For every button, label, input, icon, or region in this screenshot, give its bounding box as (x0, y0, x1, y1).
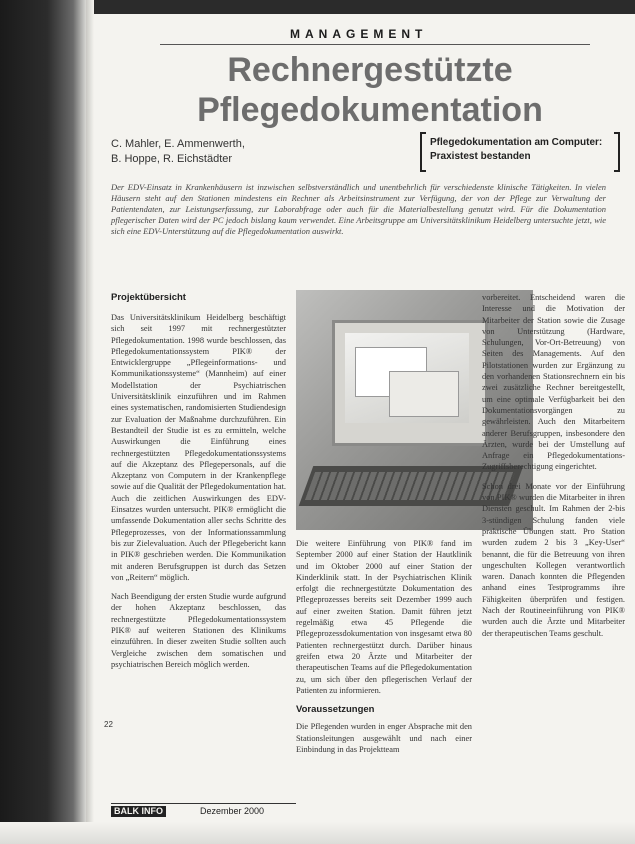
column-1-paragraph-2: Nach Beendigung der ersten Studie wurde aufgrund der hohen Akzeptanz beschlossen, das rechnergestützte Pflegedokumentationssystem PIK® auf weiteren Stationen des Klinikums einzuführen. In dieser zweiten Studie sollten auch Vergleiche zwischen dem somatischen und psychiatrischen Bereich möglich werden. (111, 592, 286, 669)
section-rule (160, 44, 590, 45)
screen-illustration (345, 333, 469, 423)
top-edge-shadow (0, 0, 635, 14)
article-intro: Der EDV-Einsatz in Krankenhäusern ist inzwischen selbstverständlich und unentbehrlich für verschiedenste klinische Tätigkeiten. In vielen Häusern steht auf den Stationen mindestens ein Rechner als Arbeitsinstrument zur Verfügung, der von der Pflege zur Verwaltung der Patientendaten, zur Leistungserfassung, zur Laborabfrage oder auch für die Materialbestellung genutzt wird. Für die Dokumentation pflegerischer Daten wird der PC jedoch bislang kaum verwendet. Eine Arbeitsgruppe am Universitätsklinikum Heidelberg untersuchte jetzt, wie sich eine EDV-Unterstützung auf die Pflegedokumentation auswirkt. (111, 182, 606, 236)
bottom-shadow (0, 822, 635, 844)
column-3-paragraph-1: vorbereitet. Entscheidend waren die Interesse und die Motivation der Mitarbeiter der Station sowie die Zusage von Unterstützung (Hardware, Schulungen, Vor-Ort-Betreuung) von Seiten des Managements. Auf den Pilotstationen wurden zur Ergänzung zu den vorhandenen Stationsrechnern ein bis zwei zusätzliche Rechner bereitgestellt, um eine optimale Verfügbarkeit bei den Dokumentationsvorgängen zu gewährleisten. Auch den Mitarbeitern anderer Berufsgruppen, insbesondere den Ärzten, wurde bei der Umstellung auf Anfrage ein Pflegedokumentations-Zugriffsberechtigung eingerichtet. (482, 293, 625, 472)
kicker-box (420, 132, 620, 170)
book-binding (0, 0, 86, 844)
monitor-illustration (332, 320, 488, 446)
section-heading-overview: Projektübersicht (111, 292, 186, 303)
bracket-right (614, 132, 620, 172)
authors-line-1: C. Mahler, E. Ammenwerth, (111, 138, 245, 150)
section-label: MANAGEMENT (290, 27, 428, 41)
screen-window-2 (389, 371, 459, 417)
column-1 (111, 312, 286, 678)
kicker-line-1: Pflegedokumentation am Computer: (430, 137, 603, 148)
footer-rule (111, 803, 296, 804)
column-2-paragraph-2: Die Pflegenden wurden in enger Absprache mit den Stationsleitungen ausgewählt und nach einer Einbindung in das Projektteam (296, 722, 472, 755)
column-1-paragraph-1: Das Universitätsklinikum Heidelberg beschäftigt sich seit 1997 mit rechnergestützter Pflegedokumentation. 1998 wurde beschlossen, das Pflegedokumentationssystem PIK® der Entwicklergruppe „Pflegeinformations- und Kommunikationssysteme“ (Mannheim) auf einer Modellstation der Psychiatrischen Universitätsklinik einzuführen und im Rahmen eines systematischen, randomisierten Studiendesign zur Evaluation der Maßnahme durchzuführen. Ein Bestandteil der Studie ist es zu ermitteln, welche Auswirkungen die Einführung eines rechnergestützten Pflegedokumentationssystems auf die Akzeptanz des Pflegepersonals, auf die Akzeptanz von Computern in der Krankenpflege sowie auf die Qualität der Pflegedokumentation hat. Auch die zeitlichen Auswirkungen des EDV-Einsatzes wurden untersucht. PIK® ermöglicht die umfassende Dokumentation aller sechs Schritte des Pflegeprozesses, von der Informationssammlung bis zur Zielevaluation. Auch der Pflegebericht kann in PIK® geschrieben werden. Die Kommunikation mit anderen Berufsgruppen ist durch das Setzen von „Reitern“ möglich. (111, 313, 286, 582)
article-title: Rechnergestützte Pflegedokumentation (197, 51, 543, 129)
footer-date: Dezember 2000 (200, 806, 265, 816)
author-list (111, 137, 245, 167)
column-3-paragraph-2: Schon drei Monate vor der Einführung von PIK® wurden die Mitarbeiter in ihren Diensten geschult. Im Rahmen der 2-bis 3-stündigen Schulung fanden viele praktische Übungen statt. Pro Station wurden zudem 2 bis 3 „Key-User“ benannt, die für die Betreuung von ihren ungeschulten Kollegen verantwortlich waren. Danach konnten die Pflegenden anhand eines Testprogramms ihre Fähigkeiten überprüfen und festigen. Nach der Routineeinführung von PIK® wurden auch die Ärzte und Mitarbeiter der therapeutischen Teams geschult. (482, 481, 625, 638)
authors-line-2: B. Hoppe, R. Eichstädter (111, 153, 233, 165)
column-2 (296, 538, 472, 800)
page-number: 22 (104, 720, 113, 729)
bracket-left (420, 132, 426, 172)
kicker-text (430, 136, 602, 164)
section-heading-requirements: Voraussetzungen (296, 704, 375, 716)
kicker-line-2: Praxistest bestanden (430, 151, 531, 162)
binding-edge (86, 0, 94, 844)
footer-logo: BALK INFO (111, 806, 166, 817)
column-3 (482, 292, 625, 802)
column-2-paragraph-1: Die weitere Einführung von PIK® fand im September 2000 auf einer Station der Hautklinik und im Oktober 2000 auf einer Station der Kinderklinik statt. In der Psychiatrischen Klinik erfolgt die rechnergestützte Dokumentation des Pflegeprozesses bereits seit Dezember 1999 auch auf einer zweiten Station. Damit führen jetzt regelmäßig etwa 45 Pflegende die Pflegeprozessdokumentation von insgesamt etwa 80 Patienten rechnergestützt durch. Darüber hinaus greifen etwa 20 Ärzte und Mitarbeiter der therapeutischen Teams auf die Pflegedokumentation zu, um sich über den pflegerischen Verlauf der Patienten zu informieren. (296, 539, 472, 695)
